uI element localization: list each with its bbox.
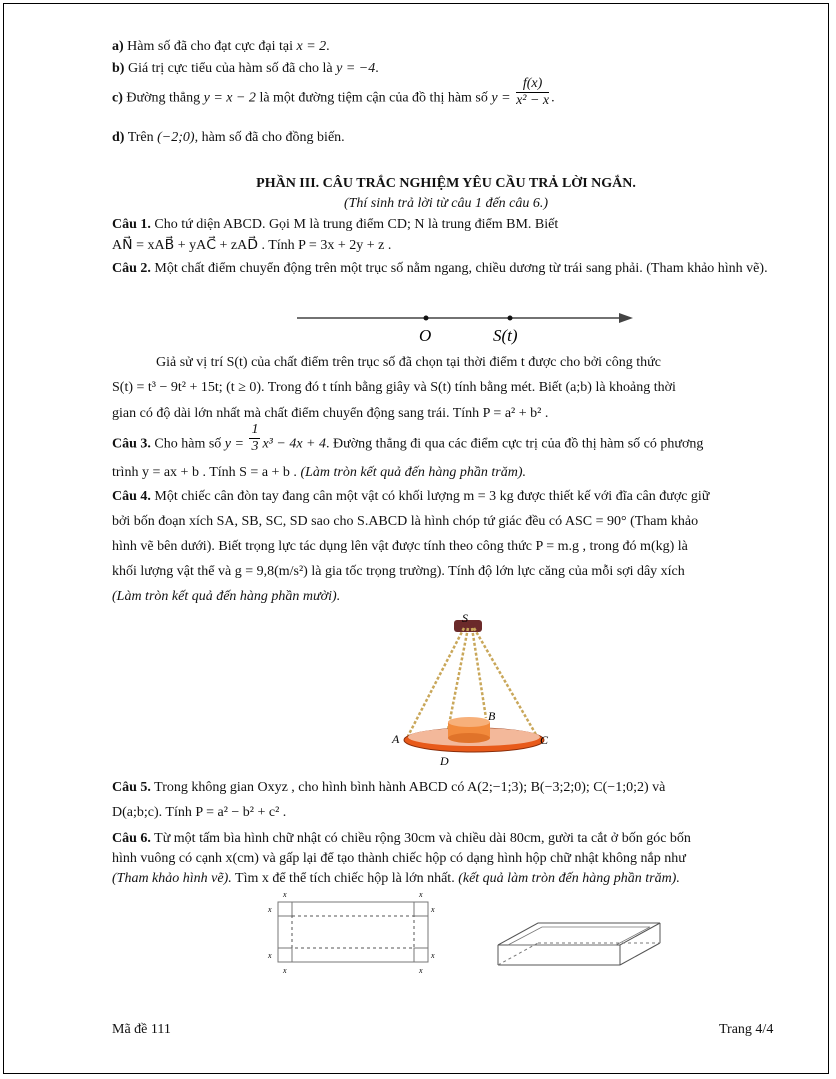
fraction-one-third: $\frac{1}{3}$ [251,422,259,454]
position-point [508,316,513,321]
question-4-line-4: khối lượng vật thể và g = 9,8(m/s²) là gia tốc trọng trường). Tính độ lớn lực căng của mỗi sợi dây xích [112,564,685,579]
question-4-line-3: hình vẽ bên dưới). Biết trọng lực tác dụng lên vật được tính theo công thức P = m.g , trong đó m(kg) là [112,539,688,554]
fold-lines [292,916,414,948]
question-4-line-5: (Làm tròn kết quả đến hàng phần mười). [112,589,341,604]
label-x-left-bottom: x [268,951,272,960]
origin-point [424,316,429,321]
question-2-para-3: gian có độ dài lớn nhất mà chất điểm chuyển động sang trái. Tính P = a² + b² . [112,406,549,421]
question-5-line-2: D(a;b;c). Tính P = a² − b² + c² . [112,805,287,820]
question-2-para-1: Giả sử vị trí S(t) của chất điểm trên trục số đã chọn tại thời điểm t được cho bởi công thức [156,355,661,370]
open-box-figure [494,915,664,975]
label-s: S [462,611,468,625]
weight-bottom [448,733,490,743]
question-1-line-2: AN⃗ = xAB⃗ + yAC⃗ + zAD⃗ . Tính P = 3x + 2y + z . [112,238,392,253]
position-label: S(t) [493,326,518,345]
statement-d: d) Trên (−2;0), hàm số đã cho đồng biến. [112,130,345,145]
box-hidden-edge-1 [498,943,538,965]
balance-scale-figure [384,610,564,770]
box-top-rim [498,923,660,945]
origin-label: O [419,326,432,345]
chain-sb [472,628,486,718]
label-x-right-bottom: x [431,951,435,960]
statement-c: c) Đường thẳng y = x − 2 là một đường tiệm cận của đồ thị hàm số y = $\frac{f(x)}{\text{x² − x}}$ . [112,76,555,108]
box-inner-rim [508,927,650,945]
label-x-left-top: x [268,905,272,914]
label-x-bottom-left: x [283,966,287,975]
fraction-f-over-x: $\frac{f(x)}{\text{x² − x}}$ [516,76,550,108]
label-c: C [540,733,549,747]
corner-square-bl [278,948,292,962]
corner-square-tl [278,902,292,916]
question-6-line-3: (Tham khảo hình vẽ). Tìm x để thể tích chiếc hộp là lớn nhất. (kết quả làm tròn đến hàng phần trăm). [112,871,680,886]
corner-square-tr [414,902,428,916]
question-6-line-2: hình vuông có cạnh x(cm) và gấp lại để tạo thành chiếc hộp có dạng hình hộp chữ nhật không nắp như [112,851,686,866]
label-b: B [488,709,496,723]
box-bottom-right [620,943,660,965]
label-x-right-top: x [431,905,435,914]
question-1-line-1: Câu 1. Cho tứ diện ABCD. Gọi M là trung điểm CD; N là trung điểm BM. Biết [112,217,559,232]
section-subtitle: (Thí sinh trả lời từ câu 1 đến câu 6.) [343,196,549,211]
cardboard-net-figure [264,888,444,978]
question-3-line-2: trình y = ax + b . Tính S = a + b . (Làm tròn kết quả đến hàng phần trăm). [112,465,526,480]
statement-b: b) Giá trị cực tiểu của hàm số đã cho là y = −4. [112,61,379,76]
label-x-top-left: x [283,890,287,899]
question-2-para-2: S(t) = t³ − 9t² + 15t; (t ≥ 0). Trong đó t tính bằng giây và S(t) tính bằng mét. Biết (a;b) là khoảng thời [112,380,676,395]
corner-square-br [414,948,428,962]
question-6-line-1: Câu 6. Từ một tấm bìa hình chữ nhật có chiều rộng 30cm và chiều dài 80cm, gười ta cắt ở bốn góc bốn [112,831,691,846]
sheet-outline [278,902,428,962]
footer-exam-code: Mã đề 111 [112,1022,171,1037]
section-title: PHẦN III. CÂU TRẮC NGHIỆM YÊU CẦU TRẢ LỜI NGẮN. [256,176,636,191]
question-3-line-1: Câu 3. Cho hàm số y = $\frac{1}{3}$ x³ − 4x + 4. Đường thẳng đi qua các điểm cực trị của đồ thị hàm số có phương [112,422,704,454]
question-5-line-1: Câu 5. Trong không gian Oxyz , cho hình bình hành ABCD có A(2;−1;3); B(−3;2;0); C(−1;0;2) và [112,780,666,795]
label-d: D [440,754,449,768]
weight-top [448,717,490,727]
label-a: A [392,732,400,746]
label-x-top-right: x [419,890,423,899]
statement-a: a) Hàm số đã cho đạt cực đại tại x = 2. [112,39,330,54]
label-x-bottom-right: x [419,966,423,975]
question-4-line-1: Câu 4. Một chiếc cân đòn tay đang cân một vật có khối lượng m = 3 kg được thiết kế với đĩa cân được giữ [112,489,710,504]
question-2-intro: Câu 2. Một chất điểm chuyển động trên một trục số nằm ngang, chiều dương từ trái sang phải. (Tham khảo hình vẽ). [112,261,768,276]
footer-page-number: Trang 4/4 [719,1022,774,1037]
axis-arrow-icon [619,313,633,323]
number-line-figure [297,305,637,347]
question-4-line-2: bởi bốn đoạn xích SA, SB, SC, SD sao cho S.ABCD là hình chóp tứ giác đều có ASC = 90° (Tham khảo [112,514,699,529]
